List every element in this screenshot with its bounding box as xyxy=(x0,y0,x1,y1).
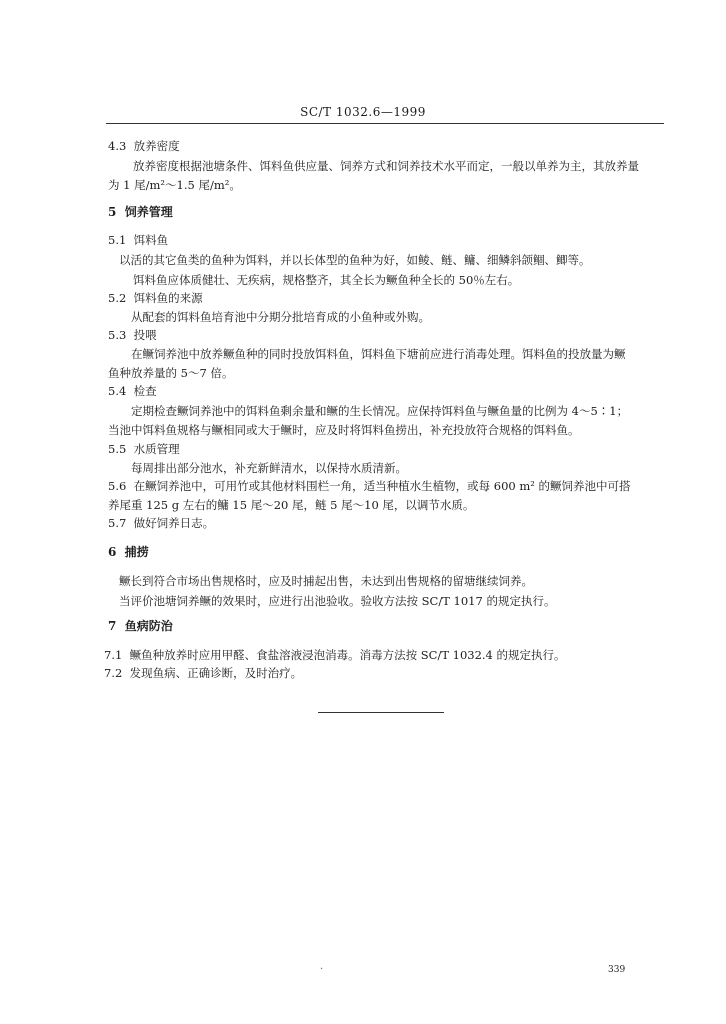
clause-number: 5.1 xyxy=(108,233,127,247)
section-title: 捕捞 xyxy=(124,545,149,559)
paragraph-line: 养尾重 125 g 左右的鳙 15 尾～20 尾，鲢 5 尾～10 尾，以调节水质。 xyxy=(108,498,475,512)
clause-5-6-first-line xyxy=(108,479,631,493)
clause-5-1-heading xyxy=(108,233,168,247)
end-rule xyxy=(318,712,444,713)
clause-title: 饵料鱼 xyxy=(133,233,169,247)
clause-title: 投喂 xyxy=(133,328,157,342)
section-6-heading xyxy=(108,545,149,559)
section-number: 6 xyxy=(108,545,117,559)
section-7-heading xyxy=(108,619,173,633)
clause-5-2-heading xyxy=(108,291,203,305)
clause-5-3-heading xyxy=(108,328,157,342)
clause-7-2-line xyxy=(104,666,302,680)
page-number: 339 xyxy=(608,965,626,975)
clause-title: 检查 xyxy=(133,384,157,398)
section-5-heading xyxy=(108,205,173,219)
clause-title: 饵料鱼的来源 xyxy=(133,291,203,305)
paragraph-line: 定期检查鳜饲养池中的饵料鱼剩余量和鳜的生长情况。应保持饵料鱼与鳜鱼量的比例为 4～5∶1； xyxy=(131,404,629,418)
clause-number: 5.7 xyxy=(108,516,127,530)
clause-title: 做好饲养日志。 xyxy=(133,516,215,530)
paragraph-line: 在鳜饲养池中放养鳜鱼种的同时投放饵料鱼，饵料鱼下塘前应进行消毒处理。饵料鱼的投放量为鳜 xyxy=(131,347,626,361)
paragraph-line: 放养密度根据池塘条件、饵料鱼供应量、饲养方式和饲养技术水平而定，一般以单养为主，其放养量 xyxy=(133,159,639,173)
clause-number: 4.3 xyxy=(108,139,127,153)
clause-5-7-heading xyxy=(108,516,214,530)
paragraph-line: 每周排出部分池水，补充新鲜清水，以保持水质清新。 xyxy=(131,461,407,475)
clause-5-4-heading xyxy=(108,384,157,398)
paragraph-line: 鳜长到符合市场出售规格时，应及时捕起出售，未达到出售规格的留塘继续饲养。 xyxy=(119,574,533,588)
paragraph-line: 为 1 尾/m²～1.5 尾/m²。 xyxy=(108,178,241,192)
clause-title: 放养密度 xyxy=(133,139,180,153)
scan-speck: · xyxy=(320,964,324,975)
paragraph-text: 鳜鱼种放养时应用甲醛、食盐溶液浸泡消毒。消毒方法按 SC/T 1032.4 的规定执行。 xyxy=(129,648,566,662)
clause-number: 5.6 xyxy=(108,479,127,493)
paragraph-line: 当池中饵料鱼规格与鳜相同或大于鳜时，应及时将饵料鱼捞出，补充投放符合规格的饵料鱼。 xyxy=(108,423,580,437)
section-number: 5 xyxy=(108,205,117,219)
header-rule xyxy=(106,123,664,124)
clause-number: 5.5 xyxy=(108,442,127,456)
clause-7-1-line xyxy=(104,648,566,662)
paragraph-text: 发现鱼病、正确诊断，及时治疗。 xyxy=(129,666,303,680)
clause-number: 5.2 xyxy=(108,291,127,305)
section-title: 饲养管理 xyxy=(124,205,173,219)
paragraph-line: 以活的其它鱼类的鱼种为饵料，并以长体型的鱼种为好，如鲮、鲢、鳙、细鳞斜颌鲴、鲫等。 xyxy=(119,253,591,267)
clause-number: 7.1 xyxy=(104,648,123,662)
paragraph-text: 在鳜饲养池中，可用竹或其他材料围栏一角，适当种植水生植物，或每 600 m² 的鳜饲养池中可搭 xyxy=(133,479,631,493)
paragraph-line: 饵料鱼应体质健壮、无疾病，规格整齐，其全长为鳜鱼种全长的 50％左右。 xyxy=(133,273,520,287)
clause-number: 5.3 xyxy=(108,328,127,342)
clause-5-5-heading xyxy=(108,442,180,456)
paragraph-line: 鱼种放养量的 5～7 倍。 xyxy=(108,366,234,380)
clause-title: 水质管理 xyxy=(133,442,180,456)
section-number: 7 xyxy=(108,619,117,633)
page-header: SC/T 1032.6—1999 xyxy=(300,105,426,119)
paragraph-line: 从配套的饵料鱼培育池中分期分批培育成的小鱼种或外购。 xyxy=(131,310,430,324)
paragraph-line: 当评价池塘饲养鳜的效果时，应进行出池验收。验收方法按 SC/T 1017 的规定执行。 xyxy=(119,594,556,608)
clause-number: 7.2 xyxy=(104,666,123,680)
clause-4-3-heading xyxy=(108,139,180,153)
section-title: 鱼病防治 xyxy=(124,619,173,633)
clause-number: 5.4 xyxy=(108,384,127,398)
